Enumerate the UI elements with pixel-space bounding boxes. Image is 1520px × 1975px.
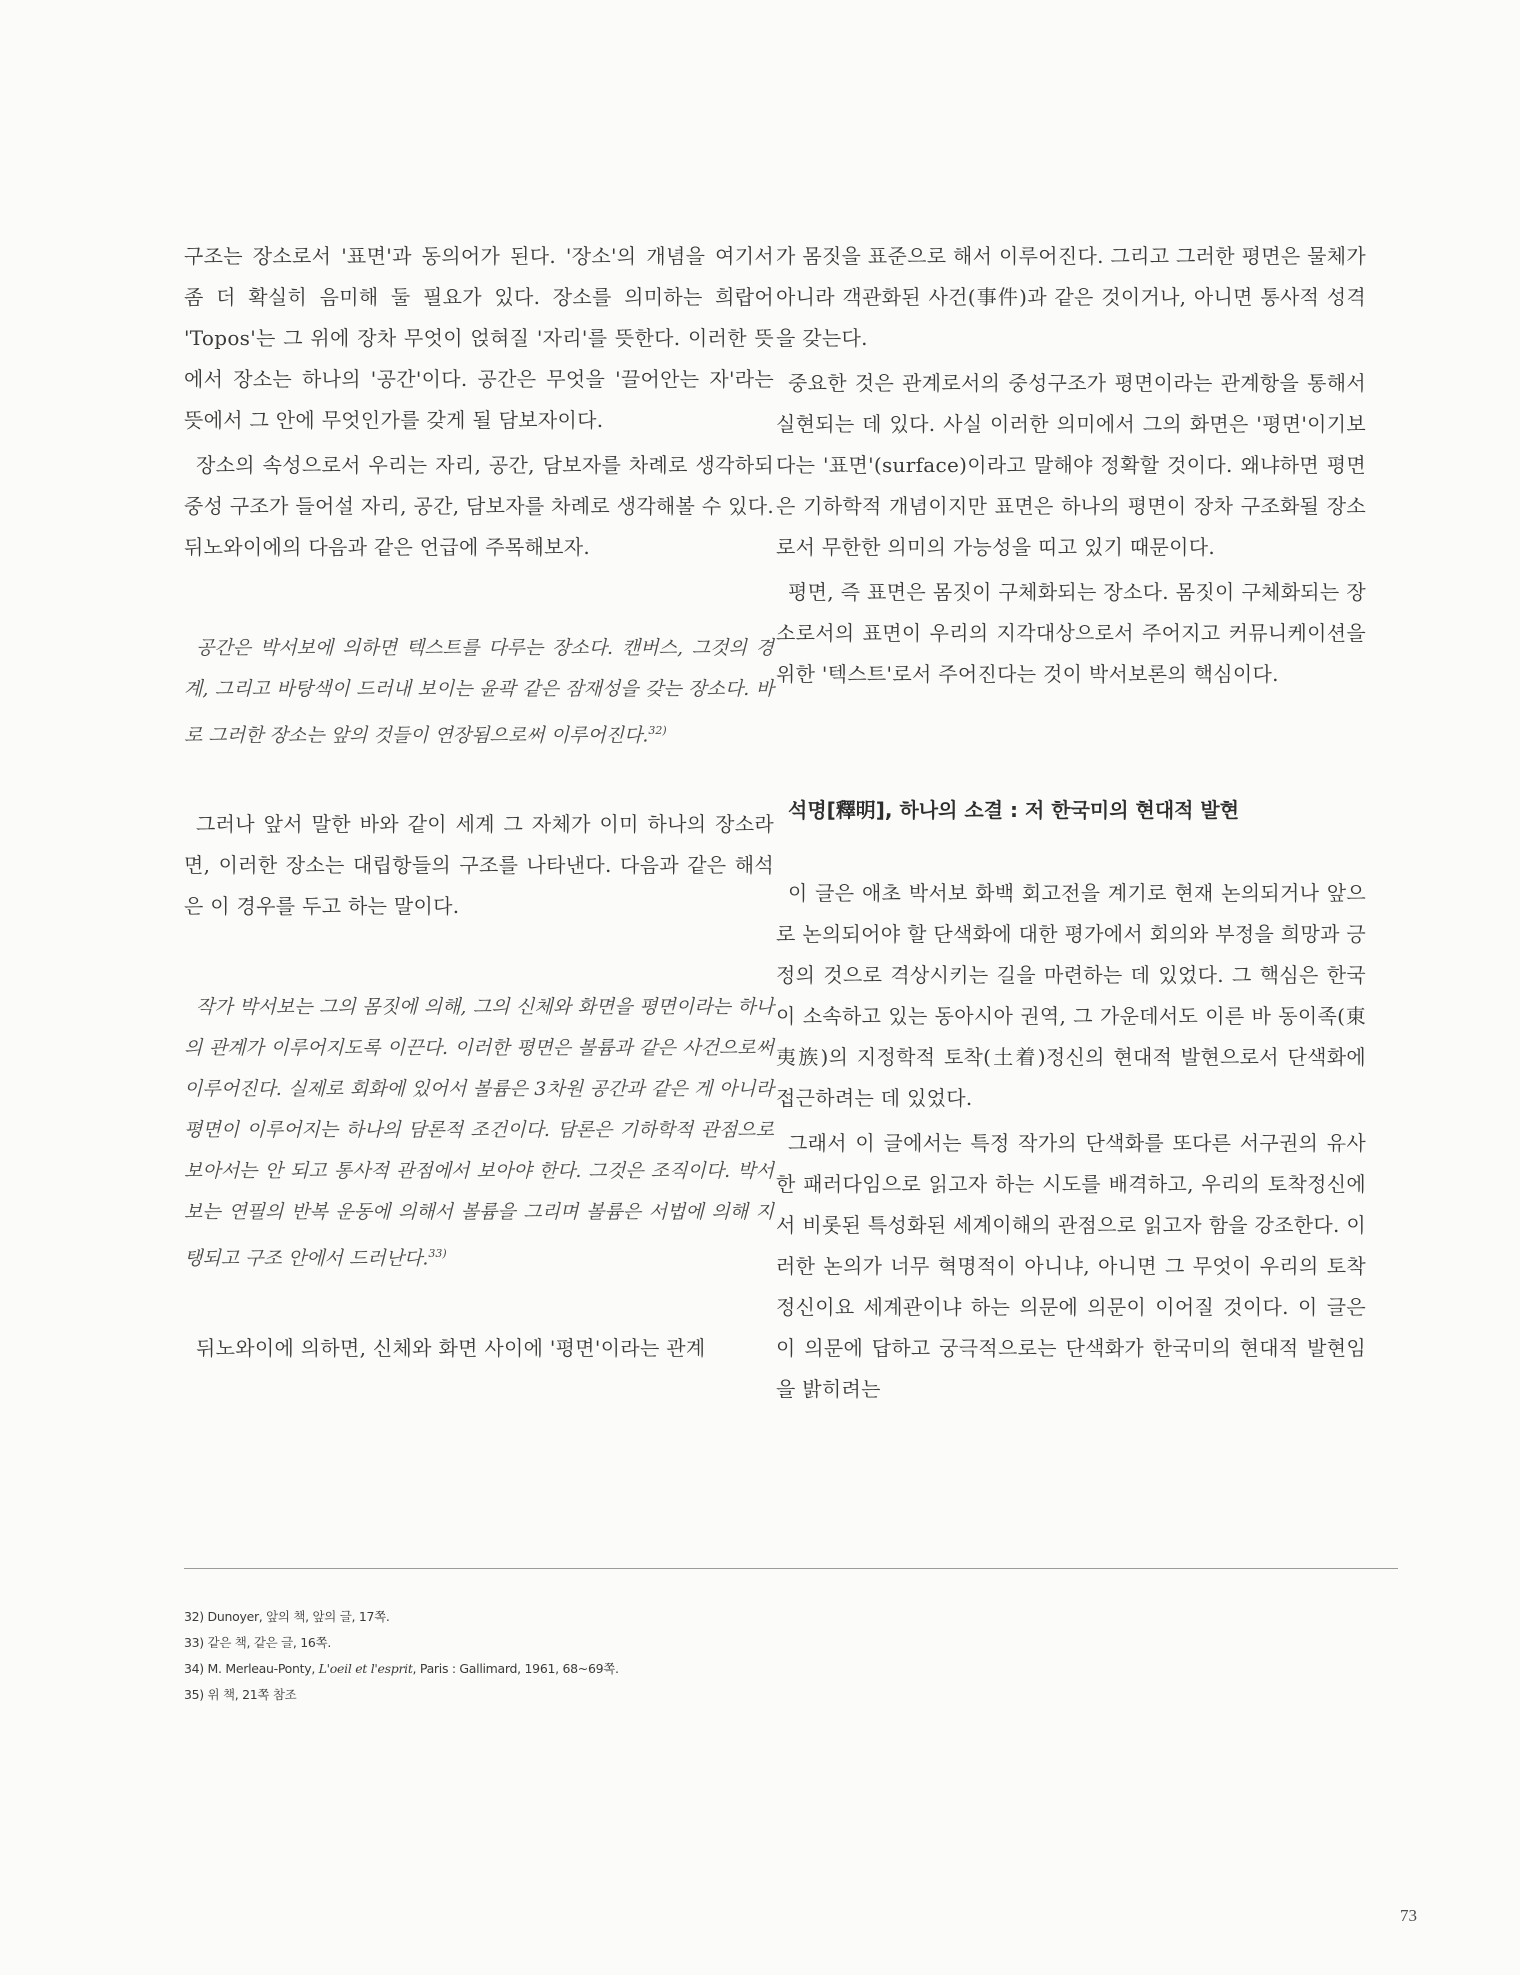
footnote-33: 33) 같은 책, 같은 글, 16쪽. — [184, 1635, 332, 1650]
left-column — [184, 236, 774, 1373]
footnotes — [184, 1604, 619, 1708]
quote-text: 작가 박서보는 그의 몸짓에 의해, 그의 신체와 화면을 평면이라는 하나의 관계가 이루어지도록 이끈다. 이러한 평면은 볼륨과 같은 사건으로써 이루어진다. 실제로 회화에 있어서 볼륨은 3차원 공간과 같은 게 아니라 평면이 이루어지는 하나의 담론적 조건이다. 담론은 기하학적 관점으로 보아서는 안 되고 통사적 관점에서 보아야 한다. 그것은 조직이다. 박서보는 연필의 반복 운동에 의해서 볼륨을 그리며 볼륨은 서법에 의해 지탱되고 구조 안에서 드러난다. — [184, 996, 774, 1270]
body-paragraph: 평면, 즉 표면은 몸짓이 구체화되는 장소다. 몸짓이 구체화되는 장소로서의 표면이 우리의 지각대상으로서 주어지고 커뮤니케이션을 위한 '텍스트'로서 주어진다는 것이 박서보론의 핵심이다. — [776, 580, 1366, 686]
page-number: 73 — [1400, 1906, 1417, 1925]
footnote-34-author: 34) M. Merleau-Ponty, — [184, 1661, 319, 1676]
section-heading: 석명[釋明], 하나의 소결 : 저 한국미의 현대적 발현 — [788, 798, 1240, 822]
body-paragraph: 이 글은 애초 박서보 화백 회고전을 계기로 현재 논의되거나 앞으로 논의되어야 할 단색화에 대한 평가에서 회의와 부정을 희망과 긍정의 것으로 격상시키는 길을 마련하는 데 있었다. 그 핵심은 한국이 소속하고 있는 동아시아 권역, 그 가운데서도 이른 바 동이족(東夷族)의 지정학적 토착(土着)정신의 현대적 발현으로서 단색화에 접근하려는 데 있었다. — [776, 881, 1366, 1110]
right-column — [776, 236, 1366, 1414]
body-paragraph: 장소의 속성으로서 우리는 자리, 공간, 담보자를 차례로 생각하되 중성 구조가 들어설 자리, 공간, 담보자를 차례로 생각해볼 수 있다. 뒤노와이에의 다음과 같은 언급에 주목해보자. — [184, 453, 775, 559]
block-quote — [184, 987, 774, 1279]
body-paragraph: 중요한 것은 관계로서의 중성구조가 평면이라는 관계항을 통해서 실현되는 데 있다. 사실 이러한 의미에서 그의 화면은 '평면'이기보다는 '표면'(surface)이라고 말해야 정확할 것이다. 왜냐하면 평면은 기하학적 개념이지만 표면은 하나의 평면이 장차 구조화될 장소로서 무한한 의미의 가능성을 띠고 있기 때문이다. — [776, 371, 1366, 559]
body-paragraph: 구조는 장소로서 '표면'과 동의어가 된다. '장소'의 개념을 여기서 좀 더 확실히 음미해 둘 필요가 있다. 장소를 의미하는 희랍어 'Topos'는 그 위에 장차 무엇이 얹혀질 '자리'를 뜻한다. 이러한 뜻에서 장소는 하나의 '공간'이다. 공간은 무엇을 '끌어안는 자'라는 뜻에서 그 안에 무엇인가를 갖게 될 담보자이다. — [184, 244, 774, 432]
footnote-34-title: L'oeil et l'esprit — [318, 1661, 413, 1676]
body-paragraph: 그러나 앞서 말한 바와 같이 세계 그 자체가 이미 하나의 장소라면, 이러한 장소는 대립항들의 구조를 나타낸다. 다음과 같은 해석은 이 경우를 두고 하는 말이다. — [184, 812, 774, 919]
footnote-34-publisher: , Paris : Gallimard, 1961, 68~69쪽. — [412, 1661, 619, 1676]
footnote-ref: 32) — [648, 724, 667, 737]
body-paragraph: 가 몸짓을 표준으로 해서 이루어진다. 그리고 그러한 평면은 물체가 아니라 객관화된 사건(事件)과 같은 것이거나, 아니면 통사적 성격을 갖는다. — [776, 244, 1366, 350]
body-paragraph: 그래서 이 글에서는 특정 작가의 단색화를 또다른 서구권의 유사한 패러다임으로 읽고자 하는 시도를 배격하고, 우리의 토착정신에서 비롯된 특성화된 세계이해의 관점으로 읽고자 함을 강조한다. 이러한 논의가 너무 혁명적이 아니냐, 아니면 그 무엇이 우리의 토착 정신이요 세계관이냐 하는 의문에 의문이 이어질 것이다. 이 글은 이 의문에 답하고 궁극적으로는 단색화가 한국미의 현대적 발현임을 밝히려는 — [776, 1131, 1366, 1401]
footnote-32: 32) Dunoyer, 앞의 책, 앞의 글, 17쪽. — [184, 1609, 390, 1624]
block-quote — [184, 628, 774, 756]
quote-text: 공간은 박서보에 의하면 텍스트를 다루는 장소다. 캔버스, 그것의 경계, 그리고 바탕색이 드러내 보이는 윤곽 같은 잠재성을 갖는 장소다. 바로 그러한 장소는 앞의 것들이 연장됨으로써 이루어진다. — [184, 637, 774, 747]
footnote-35: 35) 위 책, 21쪽 참조 — [184, 1687, 297, 1702]
footnote-34 — [184, 1656, 619, 1682]
body-paragraph: 뒤노와이에 의하면, 신체와 화면 사이에 '평면'이라는 관계 — [196, 1335, 706, 1360]
footnote-divider — [184, 1568, 1398, 1569]
footnote-ref: 33) — [428, 1247, 447, 1261]
